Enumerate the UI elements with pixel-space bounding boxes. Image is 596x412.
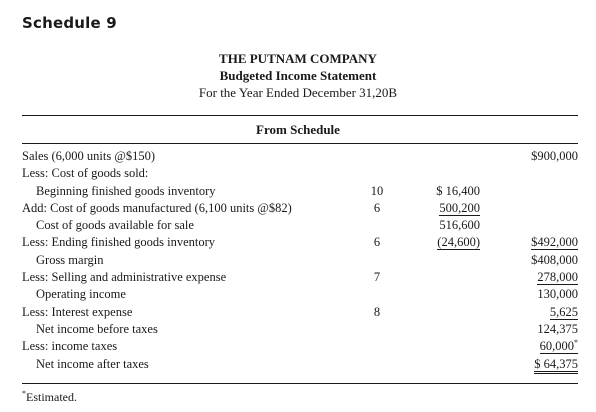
table-row	[0, 304, 596, 321]
table-row	[0, 356, 596, 373]
row-total: 5,625	[549, 304, 578, 319]
statement-header	[0, 50, 596, 101]
row-label: Net income before taxes	[36, 321, 158, 336]
row-label: Operating income	[36, 287, 126, 302]
footnote-marker: *	[574, 338, 578, 348]
row-total: $408,000	[531, 252, 578, 267]
row-label: Less: income taxes	[22, 339, 118, 354]
row-amount: (24,600)	[437, 235, 480, 250]
column-header-from-schedule: From Schedule	[256, 122, 340, 137]
row-total: $ 64,375	[534, 357, 578, 374]
table-row	[0, 234, 596, 251]
row-schedule: 6	[373, 235, 381, 250]
row-label: Net income after taxes	[36, 356, 149, 371]
row-schedule: 7	[373, 270, 381, 285]
header-rule	[22, 143, 578, 144]
table-row	[0, 252, 596, 269]
row-label: Cost of goods available for sale	[36, 218, 194, 233]
company-name: THE PUTNAM COMPANY	[219, 51, 377, 66]
income-statement-body	[0, 148, 596, 373]
row-schedule: 8	[373, 304, 381, 319]
row-label: Add: Cost of goods manufactured (6,100 units @$82)	[22, 200, 292, 215]
row-total: 278,000	[537, 270, 578, 285]
row-label: Less: Selling and administrative expense	[22, 270, 227, 285]
schedule-label: Schedule 9	[22, 14, 117, 32]
row-total: $492,000	[531, 235, 578, 250]
row-amount: 500,200	[439, 200, 480, 215]
row-label: Gross margin	[36, 252, 104, 267]
table-row	[0, 148, 596, 165]
row-label: Beginning finished goods inventory	[36, 183, 216, 198]
row-total: $900,000	[531, 149, 578, 163]
row-schedule: 6	[373, 200, 381, 215]
row-label: Less: Interest expense	[22, 304, 133, 319]
statement-period: For the Year Ended December 31,20B	[198, 85, 398, 100]
table-row	[0, 286, 596, 303]
row-schedule: 10	[370, 183, 384, 198]
footnote-text: Estimated.	[26, 390, 77, 404]
row-label: Less: Cost of goods sold:	[22, 166, 149, 181]
row-amount: 516,600	[439, 218, 480, 233]
footnote	[22, 390, 77, 405]
row-amount: $ 16,400	[436, 183, 480, 198]
row-label: Sales (6,000 units @$150)	[22, 149, 156, 163]
table-row	[0, 321, 596, 338]
row-total: 124,375	[537, 321, 578, 336]
row-total: 60,000	[539, 339, 574, 354]
row-label: Less: Ending finished goods inventory	[22, 235, 216, 250]
row-total: 130,000	[537, 287, 578, 302]
table-row	[0, 338, 596, 355]
top-rule	[22, 115, 578, 116]
table-row	[0, 217, 596, 234]
table-row	[0, 183, 596, 200]
table-row	[0, 269, 596, 286]
footnote-mark: *	[22, 389, 26, 398]
statement-title: Budgeted Income Statement	[219, 68, 377, 83]
table-row	[0, 200, 596, 217]
table-row	[0, 165, 596, 182]
bottom-rule	[22, 383, 578, 384]
